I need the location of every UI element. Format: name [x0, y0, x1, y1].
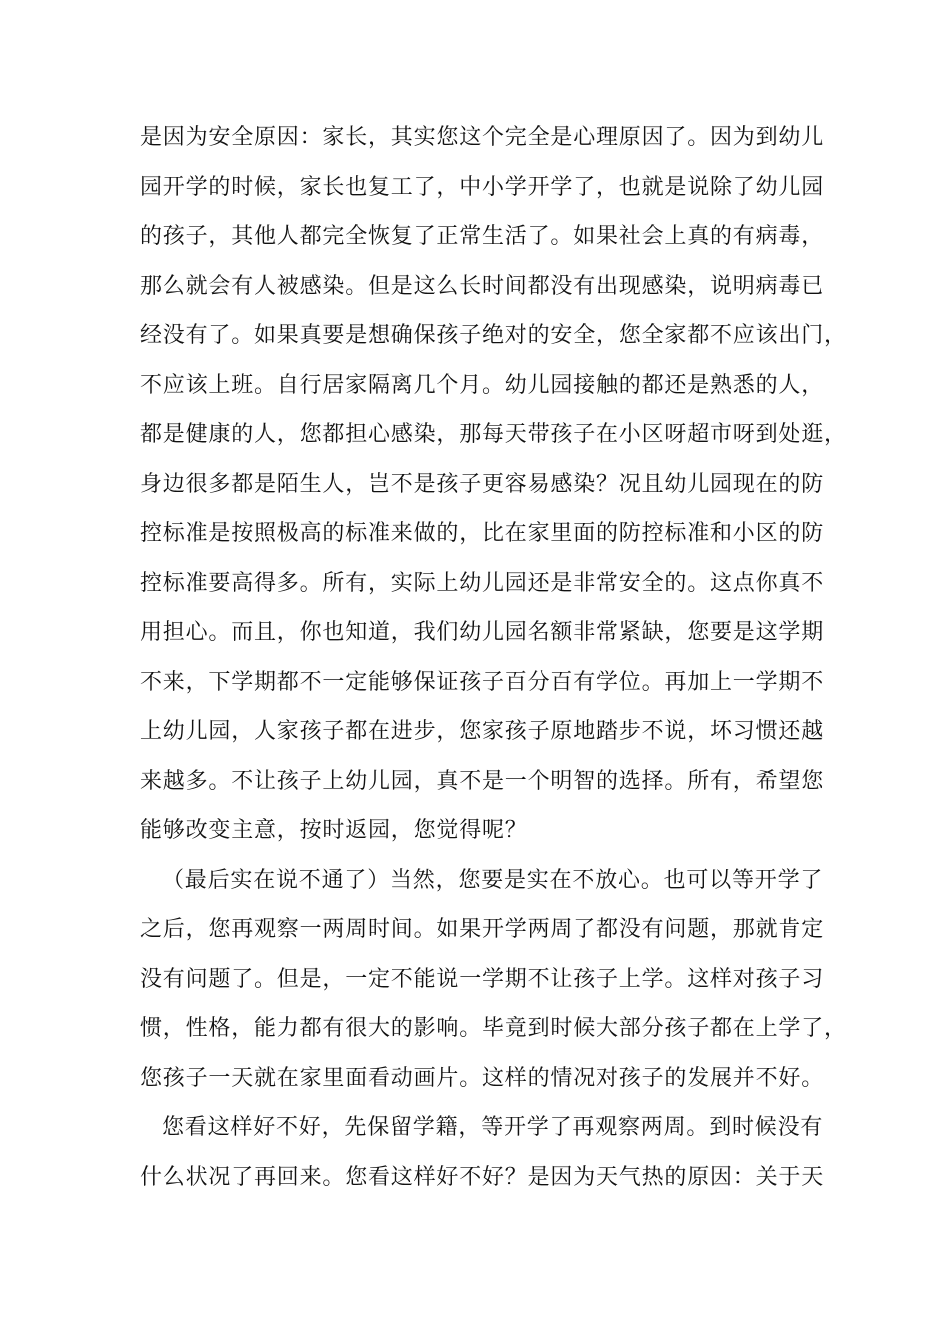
text-line: 不来，下学期都不一定能够保证孩子百分百有学位。再加上一学期不 [140, 669, 825, 695]
text-line: （最后实在说不通了）当然，您要是实在不放心。也可以等开学了 [162, 867, 824, 893]
text-line: 园开学的时候，家长也复工了，中小学开学了，也就是说除了幼儿园 [140, 174, 825, 200]
text-line: 上幼儿园，人家孩子都在进步，您家孩子原地踏步不说，坏习惯还越 [140, 719, 825, 744]
text-line: 是因为安全原因：家长，其实您这个完全是心理原因了。因为到幼儿 [140, 125, 825, 150]
text-line: 什么状况了再回来。您看这样好不好？是因为天气热的原因：关于天 [140, 1164, 825, 1190]
text-line: 控标准要高得多。所有，实际上幼儿园还是非常安全的。这点你真不 [140, 570, 825, 596]
text-line: 之后，您再观察一两周时间。如果开学两周了都没有问题，那就肯定 [140, 917, 825, 942]
text-line: 来越多。不让孩子上幼儿园，真不是一个明智的选择。所有，希望您 [140, 768, 825, 794]
text-line: 用担心。而且，你也知道，我们幼儿园名额非常紧缺，您要是这学期 [140, 620, 825, 645]
body-text [140, 113, 847, 1202]
text-line: 经没有了。如果真要是想确保孩子绝对的安全，您全家都不应该出门， [140, 323, 847, 348]
text-line: 没有问题了。但是，一定不能说一学期不让孩子上学。这样对孩子习 [140, 966, 825, 992]
text-line: 那么就会有人被感染。但是这么长时间都没有出现感染，说明病毒已 [140, 273, 825, 299]
text-line: 能够改变主意，按时返园，您觉得呢？ [140, 818, 528, 843]
text-line: 控标准是按照极高的标准来做的，比在家里面的防控标准和小区的防 [140, 521, 825, 546]
text-line: 惯，性格，能力都有很大的影响。毕竟到时候大部分孩子都在上学了， [140, 1016, 847, 1041]
text-line: 您看这样好不好，先保留学籍，等开学了再观察两周。到时候没有 [162, 1115, 824, 1140]
text-line: 您孩子一天就在家里面看动画片。这样的情况对孩子的发展并不好。 [140, 1065, 825, 1091]
text-line: 都是健康的人，您都担心感染，那每天带孩子在小区呀超市呀到处逛， [140, 422, 847, 447]
text-line: 不应该上班。自行居家隔离几个月。幼儿园接触的都还是熟悉的人， [140, 372, 825, 398]
text-line: 身边很多都是陌生人，岂不是孩子更容易感染？况且幼儿园现在的防 [140, 471, 825, 497]
text-line: 的孩子，其他人都完全恢复了正常生活了。如果社会上真的有病毒， [140, 224, 825, 249]
